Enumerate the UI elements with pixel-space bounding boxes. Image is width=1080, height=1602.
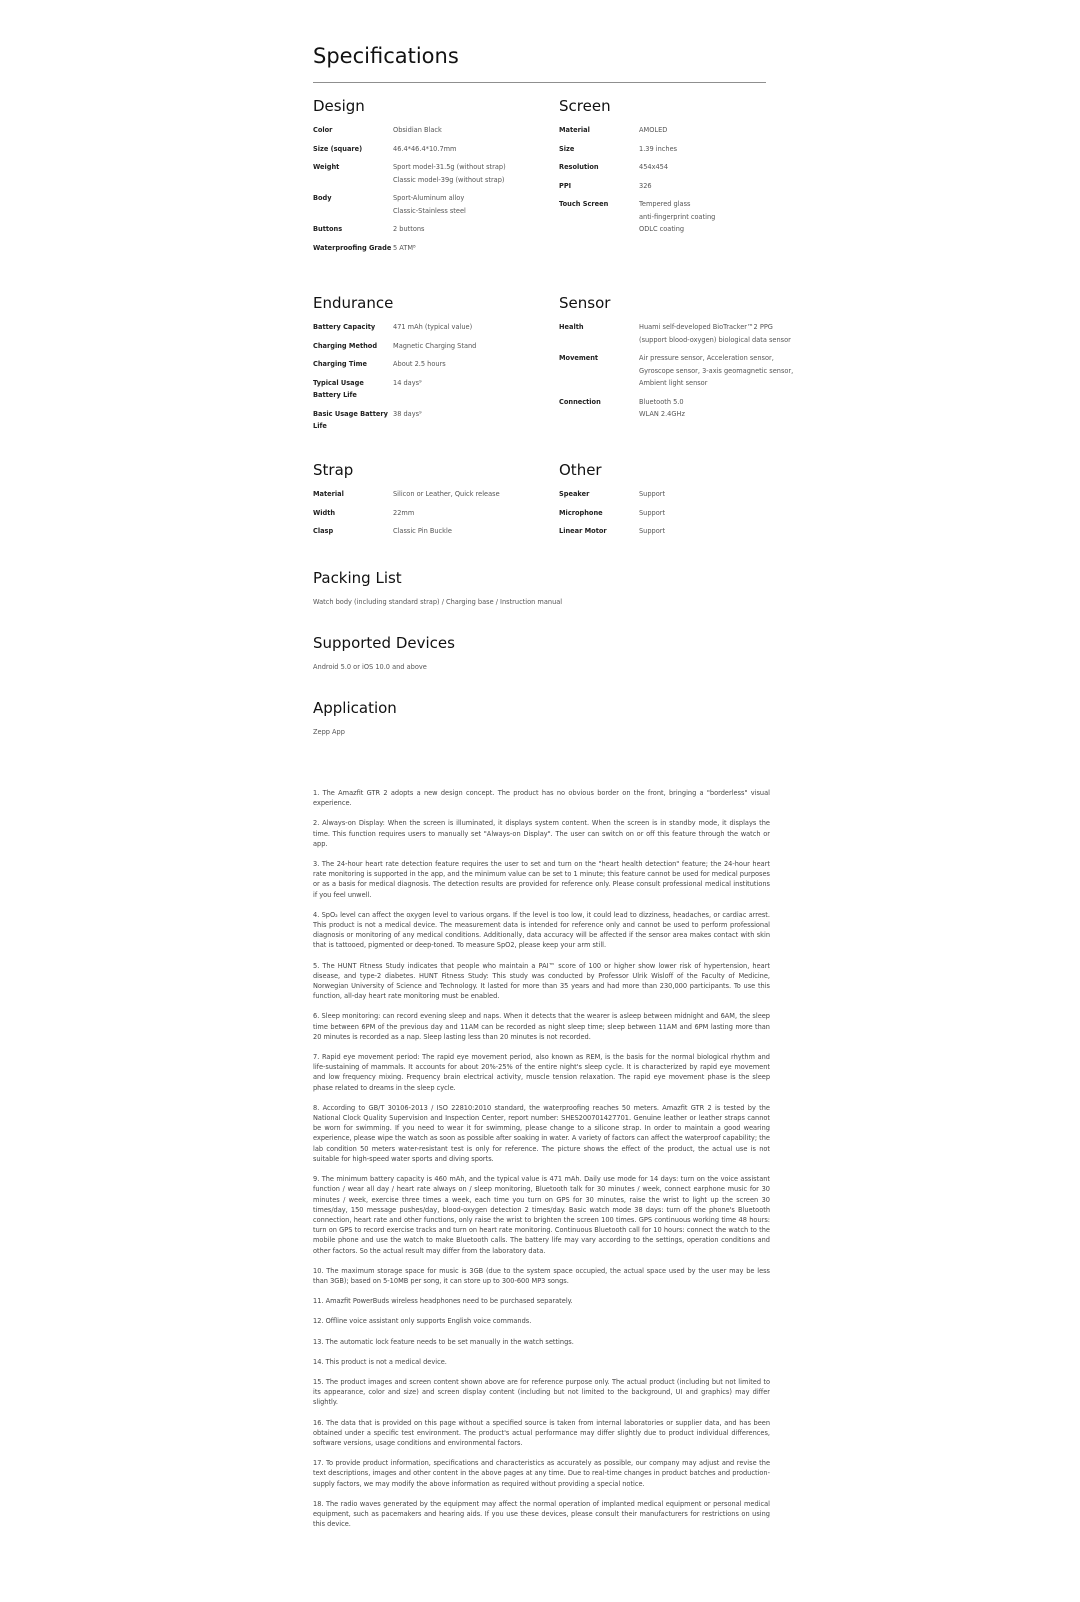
spec-row [313, 507, 553, 520]
spec-label: Microphone [559, 508, 603, 517]
spec-row [559, 198, 799, 236]
spec-table-strap [313, 488, 553, 538]
spec-row [313, 223, 553, 236]
spec-value-line: (support blood-oxygen) biological data sensor [639, 335, 791, 344]
footnote-item: 16. The data that is provided on this page without a specified source is taken from internal laboratories or supplier data, and has been obtained under a specific test environment. The product's actual performance may differ slightly due to product individual differences, software versions, usage conditions and environmental factors. [313, 1418, 770, 1447]
spec-value-line: Classic Pin Buckle [393, 527, 452, 535]
spec-value [639, 161, 799, 174]
spec-value-line: 2 buttons [393, 225, 425, 233]
page-title: Specifications [313, 44, 459, 68]
section-title-application: Application [313, 699, 397, 717]
spec-row [559, 488, 799, 501]
spec-label: Color [313, 126, 333, 134]
spec-value [393, 161, 553, 186]
packing-list-text: Watch body (including standard strap) / Charging base / Instruction manual [313, 598, 563, 606]
section-design [313, 96, 553, 260]
spec-value [639, 143, 799, 156]
spec-value [639, 352, 799, 390]
footnote-item: 10. The maximum storage space for music is 3GB (due to the system space occupied, the actual space used by the user may be less than 3GB); based on 5-10MB per song, it can store up to 300-600 MP3 songs. [313, 1266, 770, 1285]
spec-value [639, 525, 799, 538]
spec-row [559, 143, 799, 156]
spec-label: Health [559, 323, 584, 331]
footnote-item: 5. The HUNT Fitness Study indicates that people who maintain a PAI™ score of 100 or higher show lower risk of hypertension, heart disease, and type-2 diabetes. HUNT Fitness Study: This study was conducted by Professor Ulrik Wisloff of the Faculty of Medicine, Norwegian University of Science and Technology. It lasted for more than 35 years and had more than 230,000 participants. To use this function, all-day heart rate monitoring must be enabled. [313, 961, 770, 1001]
spec-label: Body [313, 194, 332, 202]
spec-row [313, 377, 553, 402]
spec-value-line: About 2.5 hours [393, 360, 446, 368]
spec-table-screen [559, 124, 799, 236]
spec-value [639, 321, 799, 346]
spec-value [393, 223, 553, 236]
spec-row [313, 525, 553, 538]
footnote-item: 1. The Amazfit GTR 2 adopts a new design concept. The product has no obvious border on the front, bringing a "borderless" visual experience. [313, 789, 770, 808]
spec-label: Basic Usage Battery Life [313, 409, 388, 430]
spec-value [639, 198, 799, 236]
spec-label: Size [559, 144, 575, 153]
spec-value-line: Sport-Aluminum alloy [393, 194, 465, 202]
section-title-packing-list: Packing List [313, 569, 402, 587]
spec-row [313, 340, 553, 353]
spec-row [559, 124, 799, 137]
spec-value-line: Classic-Stainless steel [393, 206, 466, 215]
spec-label: Movement [559, 354, 599, 362]
footnote-item: 15. The product images and screen content shown above are for reference purpose only. The actual product (including but not limited to its appearance, color and size) and screen display content (including but not limited to the background, UI and graphics) may differ slightly. [313, 1377, 770, 1407]
spec-row [313, 143, 553, 156]
spec-row [559, 161, 799, 174]
spec-value [639, 488, 799, 501]
spec-label: Touch Screen [559, 200, 609, 208]
spec-value [393, 377, 553, 402]
spec-value [393, 321, 553, 334]
spec-row [313, 161, 553, 186]
spec-label: PPI [559, 181, 572, 190]
spec-value [393, 340, 553, 353]
footnote-item: 3. The 24-hour heart rate detection feature requires the user to set and turn on the "heart health detection" feature; the 24-hour heart rate monitoring is supported in the app, and the minimum value can be set to 1 minute; this feature cannot be used for medical purposes or as a basis for medical diagnosis. The detection results are provided for reference only. Please consult professional medical institutions if you feel unwell. [313, 860, 770, 899]
section-application [313, 698, 397, 738]
spec-value [393, 143, 553, 156]
spec-value [393, 488, 553, 501]
spec-row [559, 321, 799, 346]
section-supported-devices [313, 633, 455, 673]
spec-value-line: Support [639, 527, 666, 535]
spec-label: Clasp [313, 527, 334, 535]
spec-row [313, 408, 553, 433]
section-other [559, 460, 799, 544]
spec-value-line: 38 days⁹ [393, 409, 422, 418]
spec-value-line: Obsidian Black [393, 126, 442, 134]
spec-label: Buttons [313, 225, 343, 233]
spec-row [313, 321, 553, 334]
spec-value-line: Tempered glass [639, 200, 691, 208]
footnote-item: 17. To provide product information, specifications and characteristics as accurately as possible, our company may adjust and revise the text descriptions, images and other content in the above pages at any time. Due to real-time changes in product batches and production-supply factors, we may modify the above information as required without providing a special notice. [313, 1459, 770, 1488]
spec-value-line: anti-fingerprint coating [639, 212, 716, 221]
spec-row [313, 488, 553, 501]
spec-value [393, 124, 553, 137]
spec-value-line: WLAN 2.4GHz [639, 410, 685, 418]
spec-value [639, 180, 799, 193]
spec-label: Resolution [559, 163, 599, 171]
footnote-item: 4. SpO₂ level can affect the oxygen level to various organs. If the level is too low, it could lead to dizziness, headaches, or cardiac arrest. This product is not a medical device. The measurement data is intended for reference only and cannot be used to perform professional diagnosis or monitoring of any medical conditions. Additionally, data accuracy will be affected if the sensor area makes contact with skin that is tattooed, pigmented or deep-toned. To measure SpO2, please keep your arm still. [313, 910, 770, 950]
spec-value-line: Huami self-developed BioTracker™2 PPG [639, 323, 773, 331]
spec-value [393, 525, 553, 538]
spec-value-line: 5 ATM⁸ [393, 243, 416, 252]
spec-label: Charging Time [313, 360, 368, 368]
spec-table-design [313, 124, 553, 254]
footnote-item: 18. The radio waves generated by the equipment may affect the normal operation of implanted medical equipment or personal medical equipment, such as pacemakers and hearing aids. If you use these devices, please consult their manufacturers for restrictions on using this device. [313, 1499, 770, 1529]
spec-value [393, 358, 553, 371]
spec-row [313, 124, 553, 137]
spec-value-line: 14 days⁹ [393, 378, 422, 387]
spec-value-line: 454x454 [639, 163, 669, 171]
footnote-item: 13. The automatic lock feature needs to be set manually in the watch settings. [313, 1337, 574, 1346]
spec-label: Connection [559, 397, 601, 406]
spec-value-line: Silicon or Leather, Quick release [393, 490, 500, 498]
spec-label: Typical Usage Battery Life [313, 378, 364, 399]
spec-label: Speaker [559, 490, 590, 498]
spec-value-line: 46.4*46.4*10.7mm [393, 144, 457, 153]
spec-label: Weight [313, 163, 340, 171]
spec-value-line: Support [639, 490, 666, 498]
spec-row [559, 525, 799, 538]
spec-label: Waterproofing Grade [313, 243, 392, 252]
section-title-design: Design [313, 97, 365, 115]
spec-label: Battery Capacity [313, 323, 376, 331]
spec-value-line: Magnetic Charging Stand [393, 341, 477, 350]
spec-label: Material [559, 126, 590, 134]
spec-row [313, 242, 553, 255]
spec-value-line: AMOLED [639, 126, 668, 134]
spec-label: Charging Method [313, 341, 378, 350]
section-title-strap: Strap [313, 461, 354, 479]
spec-value [393, 192, 553, 217]
footnote-item: 2. Always-on Display: When the screen is illuminated, it displays system content. When the screen is in standby mode, it displays the time. This function requires users to manually set "Always-on Display". The user can switch on or off this feature through the watch or app. [313, 819, 770, 848]
spec-value-line: 22mm [393, 508, 415, 517]
spec-value-line: Air pressure sensor, Acceleration sensor, [639, 354, 774, 362]
footnote-item: 12. Offline voice assistant only supports English voice commands. [313, 1317, 532, 1326]
spec-row [559, 180, 799, 193]
spec-label: Linear Motor [559, 527, 607, 535]
spec-value-line: Bluetooth 5.0 [639, 397, 684, 406]
spec-value [639, 396, 799, 421]
spec-row [559, 352, 799, 390]
spec-value [393, 242, 553, 255]
spec-table-endurance [313, 321, 553, 433]
spec-value-line: Support [639, 508, 666, 517]
section-strap [313, 460, 553, 544]
section-title-supported-devices: Supported Devices [313, 634, 455, 652]
section-sensor [559, 293, 799, 427]
section-title-endurance: Endurance [313, 294, 394, 312]
spec-value-line: ODLC coating [639, 225, 685, 233]
spec-value [393, 408, 553, 433]
spec-value-line: Ambient light sensor [639, 379, 708, 387]
spec-value-line: Sport model-31.5g (without strap) [393, 163, 506, 171]
footnote-item: 11. Amazfit PowerBuds wireless headphones need to be purchased separately. [313, 1297, 573, 1306]
spec-row [559, 396, 799, 421]
supported-devices-text: Android 5.0 or iOS 10.0 and above [313, 663, 427, 671]
spec-value-line: 471 mAh (typical value) [393, 323, 473, 331]
section-endurance [313, 293, 553, 439]
footnote-item: 14. This product is not a medical device. [313, 1357, 447, 1366]
spec-row [559, 507, 799, 520]
section-screen [559, 96, 799, 242]
spec-table-other [559, 488, 799, 538]
footnote-item: 7. Rapid eye movement period: The rapid eye movement period, also known as REM, is the basis for the normal biological rhythm and life-sustaining of mammals. It accounts for about 20%-25% of the entire night's sleep cycle. It is characterized by rapid eye movement and low frequency mixing. Frequency brain electrical activity, muscle tension relaxation. The rapid eye movement phase is the sleep phase related to dreams in the sleep cycle. [313, 1053, 770, 1092]
spec-value-line: 326 [639, 181, 652, 190]
section-packing-list [313, 568, 562, 608]
footnote-item: 6. Sleep monitoring: can record evening sleep and naps. When it detects that the wearer is asleep between midnight and 6AM, the sleep time between 6PM of the previous day and 11AM can be recorded as night sleep time; sleep between 11AM and 6PM lasting more than 20 minutes is recorded as a nap. Sleep lasting less than 20 minutes is not recorded. [313, 1012, 770, 1041]
spec-value [393, 507, 553, 520]
spec-value [639, 507, 799, 520]
spec-label: Size (square) [313, 144, 363, 153]
spec-value-line: Gyroscope sensor, 3-axis geomagnetic sensor, [639, 366, 794, 375]
footnotes [313, 788, 770, 1539]
title-divider [313, 82, 766, 83]
spec-row [313, 192, 553, 217]
spec-value [639, 124, 799, 137]
spec-table-sensor [559, 321, 799, 421]
section-title-sensor: Sensor [559, 294, 611, 312]
section-title-other: Other [559, 461, 602, 479]
spec-label: Material [313, 490, 344, 498]
spec-label: Width [313, 508, 336, 517]
footnote-item: 8. According to GB/T 30106-2013 / ISO 22810:2010 standard, the waterproofing reaches 50 meters. Amazfit GTR 2 is tested by the National Clock Quality Supervision and Inspection Center, report number: SHES200701427701. Genuine leather or leather straps cannot be worn for swimming. If you need to wear it for swimming, please change to a silicone strap. In order to maintain a good wearing experience, please wipe the watch as soon as possible after soaking in water. A variety of factors can affect the waterproof capability; the lab condition 50 meters water-resistant test is only for reference. The picture shows the effect of the product, the actual use is not suitable for high-speed water sports and diving sports. [313, 1103, 770, 1163]
application-text: Zepp App [313, 728, 345, 736]
spec-value-line: 1.39 inches [639, 144, 678, 153]
spec-row [313, 358, 553, 371]
spec-value-line: Classic model-39g (without strap) [393, 175, 505, 184]
section-title-screen: Screen [559, 97, 611, 115]
footnote-item: 9. The minimum battery capacity is 460 mAh, and the typical value is 471 mAh. Daily use mode for 14 days: turn on the voice assistant function / wear all day / heart rate always on / sleep monitoring, Bluetooth talk for 30 minutes / week, connect earphone music for 30 minutes / week, exercise three times a week, each time you turn on GPS for 30 minutes, raise the wrist to light up the screen 30 times/day, 150 message pushes/day, blood-oxygen detection 2 times/day. Basic watch mode 38 days: turn off the phone's Bluetooth connection, heart rate and other functions, only raise the wrist to brighten the screen 100 times. GPS continuous working time 48 hours: turn on GPS to record exercise tracks and turn on heart rate monitoring. Continuous Bluetooth call for 10 hours: connect the watch to the mobile phone and use the watch to make Bluetooth calls. The battery life may vary according to the settings, operation conditions and other factors. So the actual result may differ from the laboratory data. [313, 1175, 770, 1255]
